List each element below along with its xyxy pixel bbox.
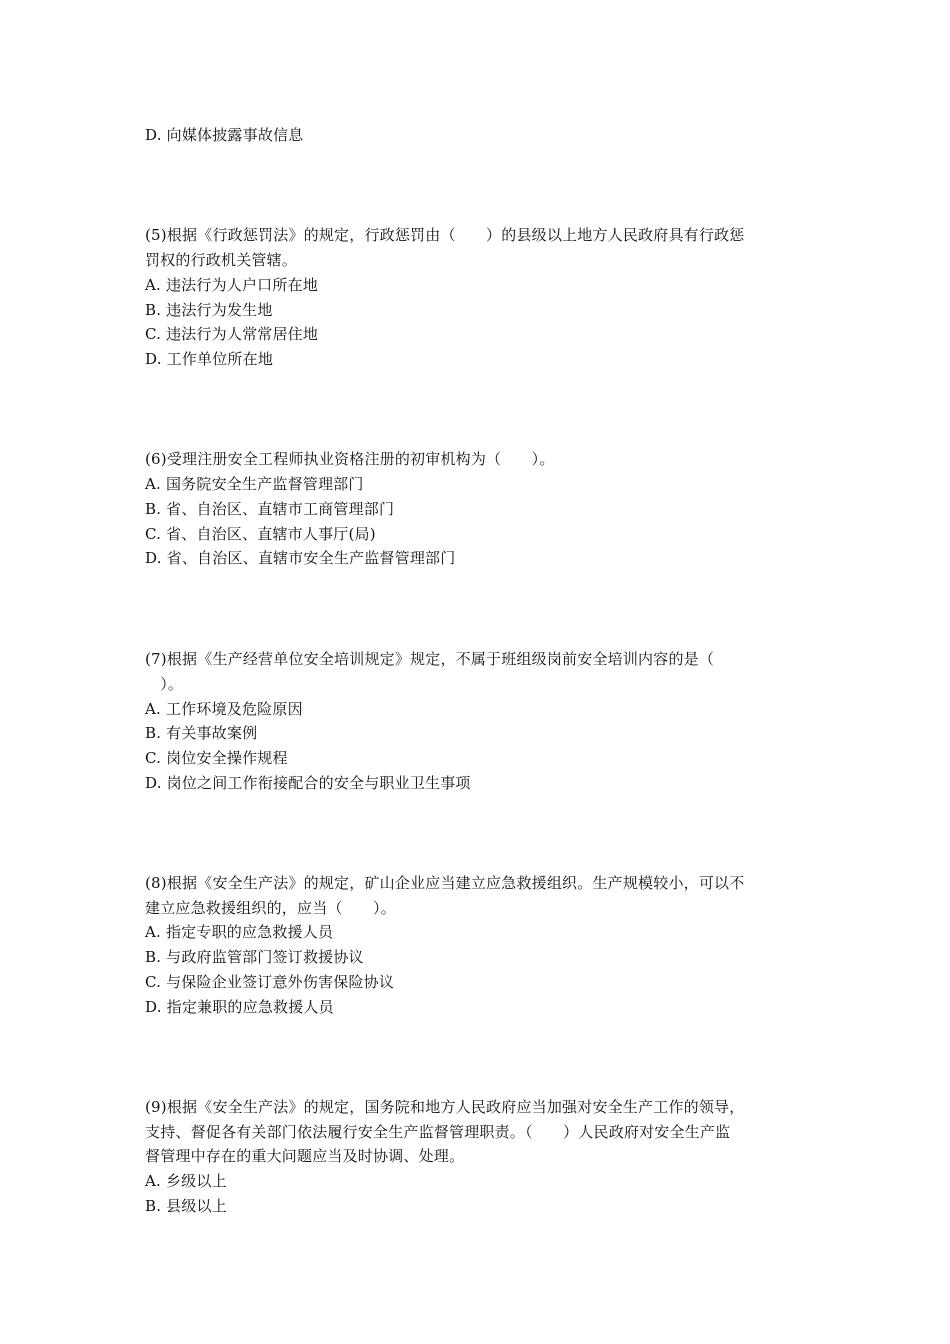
question-9-stem-line-1: (9)根据《安全生产法》的规定，国务院和地方人民政府应当加强对安全生产工作的领导， [145,1098,745,1116]
question-9-stem-line-2: 支持、督促各有关部门依法履行安全生产监督管理职责。（ ）人民政府对安全生产监 [145,1123,731,1141]
question-6-option-b: B. 省、自治区、直辖市工商管理部门 [145,500,395,518]
question-9-option-b: B. 县级以上 [145,1197,227,1215]
question-5-option-c: C. 违法行为人常常居住地 [145,325,319,343]
question-8-stem-line-1: (8)根据《安全生产法》的规定，矿山企业应当建立应急救援组织。生产规模较小，可以不 [145,874,745,892]
question-8-option-a: A. 指定专职的应急救援人员 [145,923,334,941]
question-8-option-c: C. 与保险企业签订意外伤害保险协议 [145,973,395,991]
question-5-stem-line-1: (5)根据《行政惩罚法》的规定，行政惩罚由（ ）的县级以上地方人民政府具有行政惩 [145,226,745,244]
prev-option-d: D. 向媒体披露事故信息 [145,126,304,144]
question-7-stem-line-1: (7)根据《生产经营单位安全培训规定》规定，不属于班组级岗前安全培训内容的是（ [145,650,715,668]
question-5-option-b: B. 违法行为发生地 [145,301,273,319]
question-7-option-c: C. 岗位安全操作规程 [145,749,288,767]
question-6-option-c: C. 省、自治区、直辖市人事厅(局) [145,525,376,543]
question-5-stem-line-2: 罚权的行政机关管辖。 [145,251,298,269]
question-7-stem-line-2: ）。 [145,675,184,693]
question-8-option-d: D. 指定兼职的应急救援人员 [145,998,334,1016]
question-9-option-a: A. 乡级以上 [145,1172,227,1190]
question-6-stem-line-1: (6)受理注册安全工程师执业资格注册的初审机构为（ ）。 [145,450,555,468]
question-6-option-a: A. 国务院安全生产监督管理部门 [145,475,364,493]
question-7-option-b: B. 有关事故案例 [145,724,258,742]
question-8-option-b: B. 与政府监管部门签订救援协议 [145,948,364,966]
question-5-option-d: D. 工作单位所在地 [145,350,274,368]
question-8-stem-line-2: 建立应急救援组织的，应当（ ）。 [145,899,396,917]
question-5-option-a: A. 违法行为人户口所在地 [145,276,318,294]
question-9-stem-line-3: 督管理中存在的重大问题应当及时协调、处理。 [145,1147,465,1165]
question-7-option-d: D. 岗位之间工作衔接配合的安全与职业卫生事项 [145,774,471,792]
question-7-option-a: A. 工作环境及危险原因 [145,700,303,718]
question-6-option-d: D. 省、自治区、直辖市安全生产监督管理部门 [145,549,456,567]
